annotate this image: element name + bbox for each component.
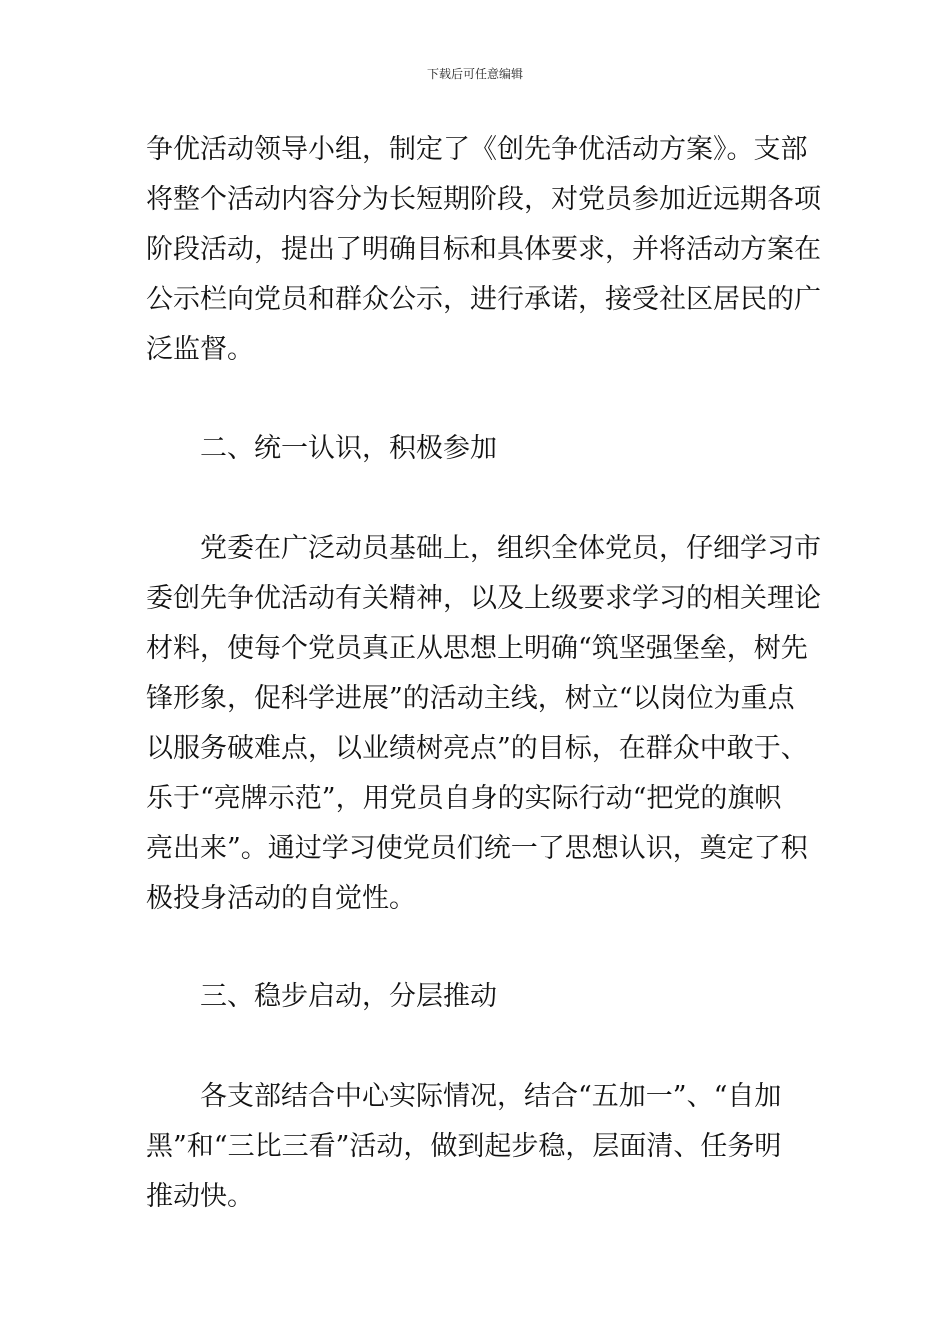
text-line: 极投身活动的自觉性。	[146, 883, 416, 914]
text-line: 阶段活动，提出了明确目标和具体要求，并将活动方案在	[146, 234, 821, 265]
text-line: 锋形象，促科学进展”的活动主线，树立“以岗位为重点	[146, 683, 795, 714]
page-header: 下载后可任意编辑	[426, 67, 523, 81]
text-line: 公示栏向党员和群众公示，进行承诺，接受社区居民的广	[146, 284, 821, 315]
section-heading: 三、稳步启动，分层推动	[146, 981, 497, 1012]
text-line: 争优活动领导小组，制定了《创先争优活动方案》。支部	[146, 134, 808, 165]
text-line: 乐于“亮牌示范”，用党员自身的实际行动“把党的旗帜	[146, 783, 782, 814]
section-heading: 二、统一认识，积极参加	[146, 433, 497, 464]
text-line: 各支部结合中心实际情况，结合“五加一”、“自加	[146, 1081, 782, 1112]
text-line: 以服务破难点，以业绩树亮点”的目标，在群众中敢于、	[146, 733, 808, 764]
text-line: 将整个活动内容分为长短期阶段，对党员参加近远期各项	[146, 184, 821, 215]
text-line: 党委在广泛动员基础上，组织全体党员，仔细学习市	[146, 533, 821, 564]
text-line: 委创先争优活动有关精神，以及上级要求学习的相关理论	[146, 583, 821, 614]
text-line: 亮出来”。通过学习使党员们统一了思想认识，奠定了积	[146, 833, 808, 864]
text-line: 推动快。	[146, 1181, 254, 1212]
text-line: 泛监督。	[146, 334, 254, 365]
text-line: 黑”和“三比三看”活动，做到起步稳，层面清、任务明	[146, 1131, 782, 1162]
text-line: 材料，使每个党员真正从思想上明确“筑坚强堡垒，树先	[146, 633, 808, 664]
